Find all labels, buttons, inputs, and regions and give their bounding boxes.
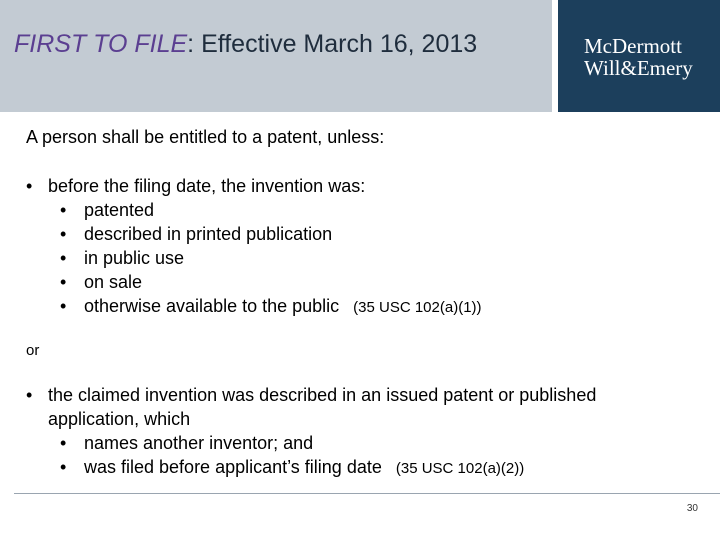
intro-text: A person shall be entitled to a patent, unless: [26,127,385,147]
bullet-icon: • [60,433,67,453]
bullet-icon: • [60,224,67,244]
sub-item: names another inventor; and [84,433,314,453]
sub-item: on sale [84,272,143,292]
sub-item-with-citation [84,456,524,480]
bullet-icon: • [60,200,67,220]
sub-item: patented [84,200,155,220]
bullet-2-line-1: the claimed invention was described in an issued patent or published [48,385,597,405]
sub-item: described in printed publication [84,224,333,244]
bullet-icon: • [60,248,67,268]
bullet-icon: • [26,176,33,196]
sub-item: in public use [84,248,185,268]
bullet-icon: • [26,385,33,405]
or-text: or [26,342,40,359]
page-number: 30 [686,503,698,514]
logo-line-2: Will&Emery [584,56,693,80]
bullet-icon: • [60,272,67,292]
citation: (35 USC 102(a)(2)) [395,460,525,477]
footer-divider [14,493,720,494]
sub-item-text: was filed before applicant’s filing date [84,457,382,477]
citation: (35 USC 102(a)(1)) [353,299,482,316]
bullet-2-line-2: application, which [48,409,191,429]
bullet-icon: • [60,457,67,477]
logo-line-1: McDermott [584,34,682,58]
title-italic: FIRST TO FILE [14,30,188,58]
title-rest: : Effective March 16, 2013 [187,30,478,58]
sub-item-with-citation [84,295,482,319]
sub-item-text: otherwise available to the public [84,296,340,316]
bullet-1-text: before the filing date, the invention was: [48,176,366,196]
bullet-icon: • [60,296,67,316]
